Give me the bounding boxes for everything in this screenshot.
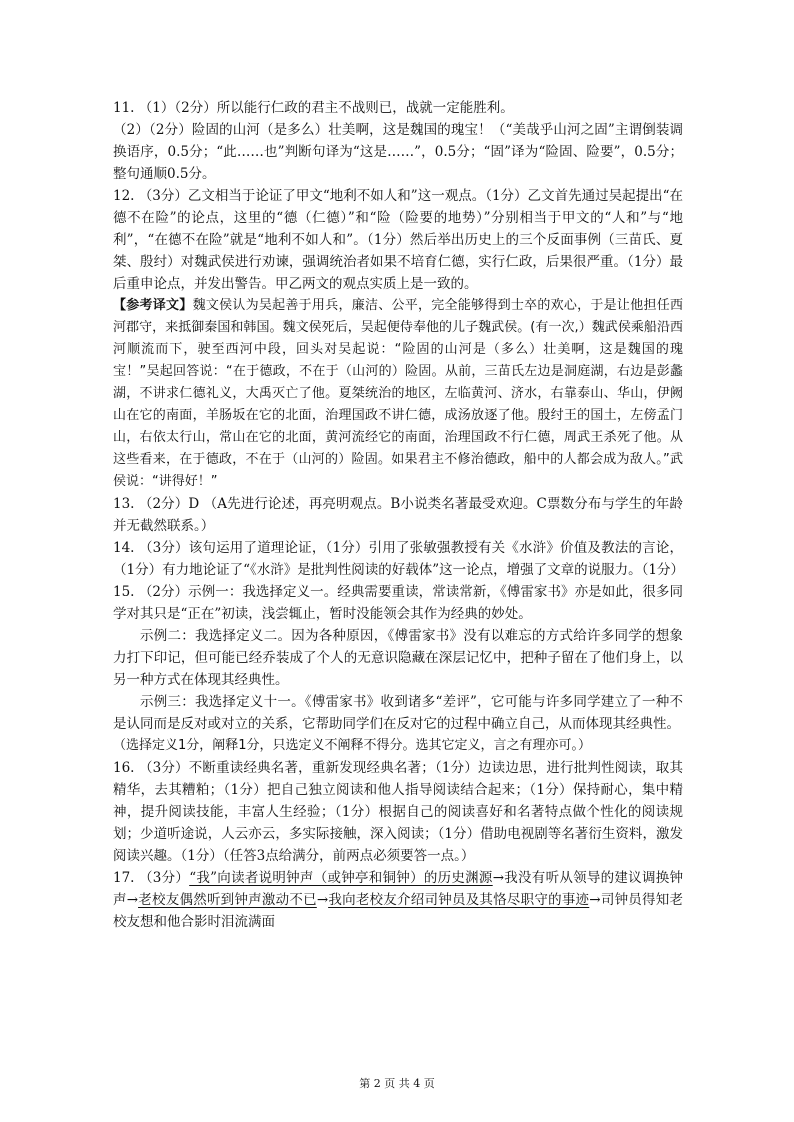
reference-translation bbox=[113, 295, 683, 493]
page-number: 第 2 页 共 4 页 bbox=[359, 1077, 435, 1090]
answer-15-example-2: 示例二：我选择定义二。因为各种原因，《傅雷家书》没有以难忘的方式给许多同学的想象力打下印记，但可能已经乔装成了个人的无意识隐藏在深层记忆中，把种子留在了他们身上，以另一种方式在体现其经典性。 bbox=[113, 628, 683, 688]
answer-17-prefix: 17. （3分） bbox=[113, 870, 190, 886]
answer-14: 14. （3分）该句运用了道理论证，（1分）引用了张敏强教授有关《水浒》价值及教法的言论，（1分）有力地论证了“《水浒》是批判性阅读的好载体”这一论点，增强了文章的说服力。（1分） bbox=[113, 540, 684, 578]
answer-16: 16. （3分）不断重读经典名著，重新发现经典名著；（1分）边读边思，进行批判性阅读，取其精华，去其糟粕；（1分）把自己独立阅读和他人指导阅读结合起来；（1分）保持耐心，集中精神，提升阅读技能，丰富人生经验；（1分）根据自己的阅读喜好和名著特点做个性化的阅读规划；少道听途说，人云亦云，多实际接触，深入阅读；（1分）借助电视剧等名著衍生资料，激发阅读兴趣。（1分）（任答3点给满分，前两点必须要答一点。） bbox=[113, 760, 683, 864]
answer-15-example-1: 15. （2分）示例一：我选择定义一。经典需要重读，常读常新，《傅雷家书》亦是如此，很多同学对其只是“正在”初读，浅尝辄止，暂时没能领会其作为经典的妙处。 bbox=[113, 584, 683, 622]
answer-17-arrow-2: → bbox=[316, 892, 329, 908]
answer-17-underlined-1: “我”向读者说明钟声（或钟亭和铜钟）的历史渊源 bbox=[189, 870, 493, 886]
answer-15-example-3: 示例三：我选择定义十一。《傅雷家书》收到诸多“差评”，它可能与许多同学建立了一种不是认同而是反对或对立的关系，它帮助同学们在反对它的过程中确立自己，从而体现其经典性。 bbox=[113, 694, 683, 732]
answer-13: 13. （2分）D （A先进行论述，再亮明观点。B小说类名著最受欢迎。C票数分布与学生的年龄并无截然联系。） bbox=[113, 496, 683, 534]
translation-label: 【参考译文】 bbox=[113, 298, 193, 313]
translation-text: 魏文侯认为吴起善于用兵，廉洁、公平，完全能够得到士卒的欢心，于是让他担任西河郡守，来抵御秦国和韩国。魏文侯死后，吴起便侍奉他的儿子魏武侯。(有一次,）魏武侯乘船沿西河顺流而下，驶至西河中段，回头对吴起说：“险固的山河是（多么）壮美啊，这是魏国的瑰宝！”吴起回答说：“在于德政，不在于（山河的）险固。从前，三苗氏左边是洞庭湖，右边是彭蠡湖，不讲求仁德礼义，大禹灭亡了他。夏桀统治的地区，左临黄河、济水，右靠泰山、华山，伊阙山在它的南面，羊肠坂在它的北面，治理国政不讲仁德，成汤放逐了他。殷纣王的国土，左傍孟门山，右依太行山，常山在它的北面，黄河流经它的南面，治理国政不行仁德，周武王杀死了他。从这些看来，在于德政，不在于（山河的）险固。如果君主不修治德政，船中的人都会成为敌人。”武侯说：“讲得好！” bbox=[113, 298, 683, 489]
answer-17 bbox=[113, 867, 683, 933]
answer-17-underlined-2: 老校友偶然听到钟声激动不已 bbox=[138, 892, 317, 908]
answer-11-2: （2）（2分）险固的山河（是多么）壮美啊，这是魏国的瑰宝！（“美哉乎山河之固”主谓倒装调换语序，0.5分；“此……也”判断句译为“这是……”，0.5分；“固”译为“险固、险要”，0.5分；整句通顺0.5分。 bbox=[113, 122, 683, 182]
answer-11-1: 11. （1）（2分）所以能行仁政的君主不战则已，战就一定能胜利。 bbox=[113, 100, 514, 116]
answer-sheet bbox=[113, 97, 683, 933]
answer-17-arrow-1: →我没有听从领导的建议调换钟声→ bbox=[113, 870, 683, 908]
answer-15-scoring-note: （选择定义1分，阐释1分，只选定义不阐释不得分。选其它定义，言之有理亦可。） bbox=[113, 738, 592, 753]
answer-17-underlined-3: 我向老校友介绍司钟员及其恪尽职守的事迹 bbox=[328, 892, 590, 908]
answer-17-suffix: →司钟员得知老校友想和他合影时泪流满面 bbox=[113, 892, 684, 930]
answer-12: 12. （3分）乙文相当于论证了甲文“地利不如人和”这一观点。（1分）乙文首先通过吴起提出“在德不在险”的论点，这里的“德（仁德）”和“险（险要的地势）”分别相当于甲文的“人和”与“地利”，“在德不在险”就是“地利不如人和”。（1分）然后举出历史上的三个反面事例（三苗氏、夏桀、殷纣）对魏武侯进行劝谏，强调统治者如果不培育仁德，实行仁政，后果很严重。（1分）最后重申论点，并发出警告。甲乙两文的观点实质上是一致的。 bbox=[113, 188, 683, 292]
